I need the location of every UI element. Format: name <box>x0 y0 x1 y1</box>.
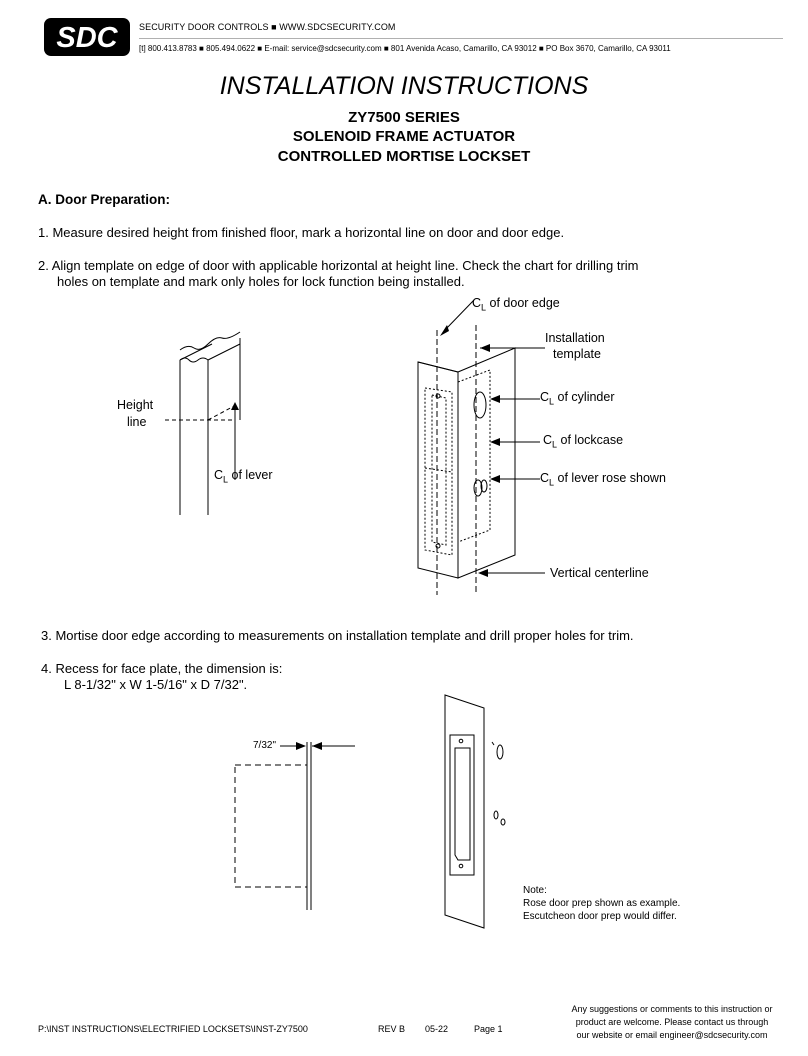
cl-sub: L <box>481 302 487 313</box>
subtitle-product: SOLENOID FRAME ACTUATOR <box>292 128 516 145</box>
step-4-line-1: 4. Recess for face plate, the dimension is: <box>41 661 283 676</box>
footer-rev: REV B <box>378 1024 406 1034</box>
cl-symbol: C <box>214 468 224 482</box>
cl-symbol: C <box>540 471 550 485</box>
header-contact-line: [t] 800.413.8783 ■ 805.494.0622 ■ E-mail: service@sdcsecurity.com ■ 801 Avenida Acaso, Camarillo, CA 93012 ■ PO Box 3670, Camarillo, CA 93011 <box>139 44 671 53</box>
header-company-line: SECURITY DOOR CONTROLS ■ WWW.SDCSECURITY.COM <box>139 22 396 32</box>
step-4-line-2: L 8-1/32" x W 1-5/16" x D 7/32". <box>64 677 248 692</box>
cl-sub: L <box>552 439 558 450</box>
label-installation: Installation <box>545 331 605 345</box>
step-1: 1. Measure desired height from finished floor, mark a horizontal line on door and door edge. <box>38 225 565 240</box>
footer-date: 05-22 <box>425 1024 449 1034</box>
subtitle-lockset: CONTROLLED MORTISE LOCKSET <box>277 148 531 165</box>
logo-text: SDC <box>56 22 118 54</box>
label-template: template <box>553 347 601 361</box>
note-title: Note: <box>523 885 547 896</box>
of-door-edge-text: of door edge <box>486 296 560 310</box>
cl-sub: L <box>549 477 555 488</box>
cl-symbol: C <box>543 433 553 447</box>
of-cylinder-text: of cylinder <box>554 390 615 404</box>
cl-symbol: C <box>540 390 550 404</box>
note <box>523 884 680 923</box>
suggest-line-2: product are welcome. Please contact us through <box>575 1017 769 1027</box>
cl-sub: L <box>223 474 229 485</box>
suggest-line-1: Any suggestions or comments to this instruction or <box>571 1004 773 1014</box>
label-depth: 7/32" <box>253 740 277 751</box>
suggest-line-3: our website or email engineer@sdcsecurity.com <box>576 1030 768 1040</box>
label-vertical-centerline: Vertical centerline <box>550 566 649 580</box>
section-door-preparation: A. Door Preparation: <box>38 192 171 207</box>
label-line: line <box>127 415 147 429</box>
note-line-2: Escutcheon door prep would differ. <box>523 911 677 922</box>
footer-page: Page 1 <box>474 1024 503 1034</box>
cl-sub: L <box>549 396 555 407</box>
step-2-line-2: holes on template and mark only holes for lock function being installed. <box>57 274 465 289</box>
note-line-1: Rose door prep shown as example. <box>523 898 681 909</box>
page-title: INSTALLATION INSTRUCTIONS <box>219 72 589 100</box>
label-height: Height <box>117 398 154 412</box>
of-lever-text: of lever <box>228 468 273 482</box>
step-3: 3. Mortise door edge according to measurements on installation template and drill proper holes for trim. <box>41 628 634 643</box>
of-lockcase-text: of lockcase <box>557 433 624 447</box>
step-2-line-1: 2. Align template on edge of door with applicable horizontal at height line. Check the chart for drilling trim <box>38 258 639 273</box>
of-lever-rose-text: of lever rose shown <box>554 471 666 485</box>
cl-symbol: C <box>472 296 482 310</box>
footer-suggestions <box>560 1003 784 1042</box>
subtitle-series: ZY7500 SERIES <box>348 109 460 126</box>
footer-path: P:\INST INSTRUCTIONS\ELECTRIFIED LOCKSETS\INST-ZY7500 <box>38 1024 308 1034</box>
